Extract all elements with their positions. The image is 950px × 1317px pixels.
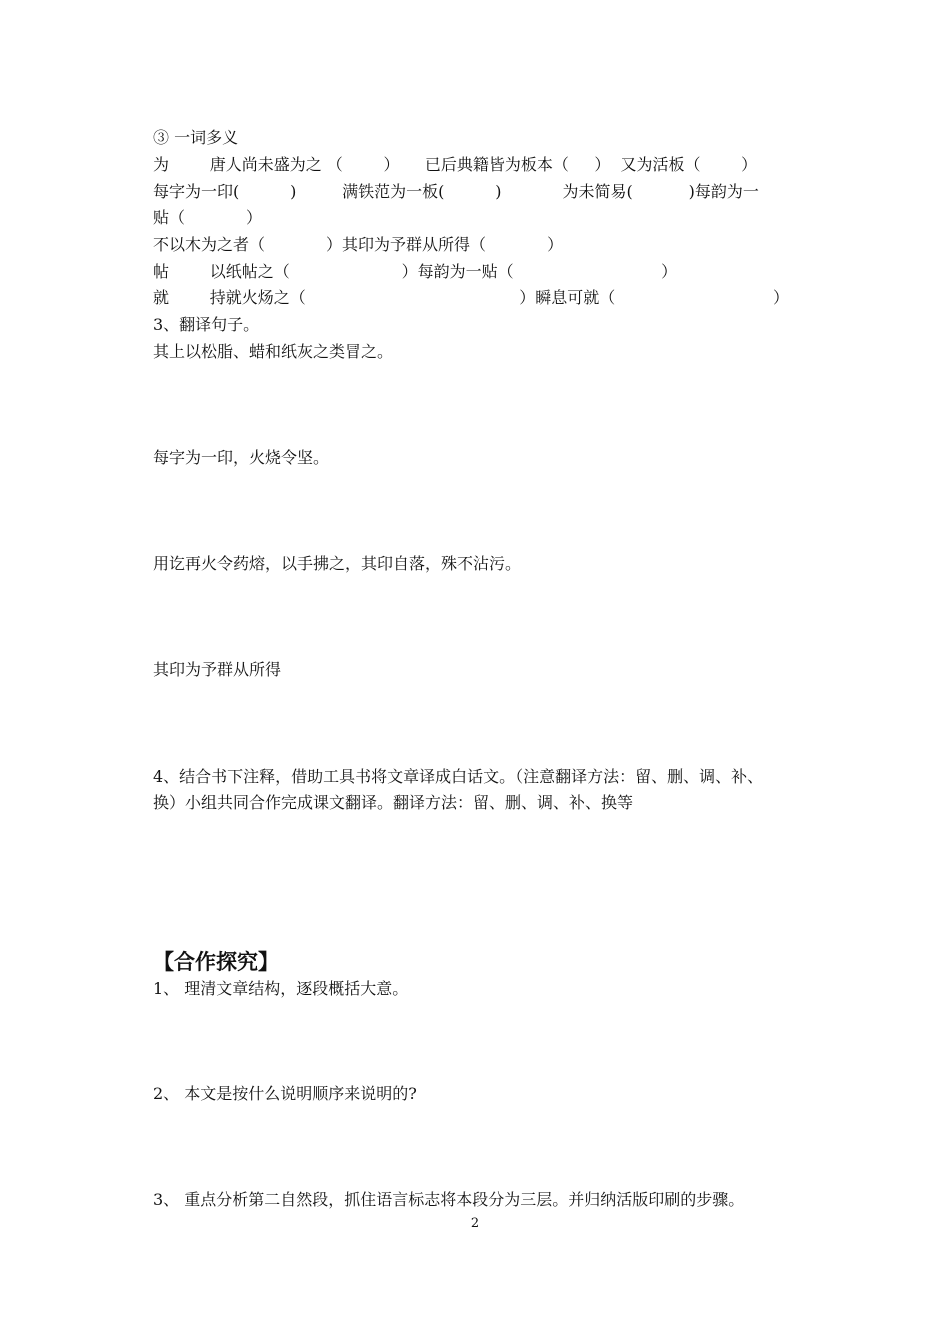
- cooperation-heading: 【合作探究】: [153, 950, 279, 974]
- task4-line-1: 4、结合书下注释，借助工具书将文章译成白话文。（注意翻译方法：留、删、调、补、: [153, 767, 764, 786]
- translate-sentence-3: 用讫再火令药熔，以手拂之，其印自落，殊不沾污。: [153, 554, 522, 573]
- task4-line-2: 换）小组共同合作完成课文翻译。翻译方法：留、删、调、补、换等: [153, 793, 634, 812]
- polysemy-line-wei: 为 唐人尚未盛为之 （ ） 已后典籍皆为板本（ ） 又为活板（ ）: [153, 155, 758, 174]
- polysemy-line-wei-4: 不以木为之者（ ）其印为予群从所得（ ）: [153, 235, 564, 254]
- polysemy-line-wei-2: 每字为一印( ) 满铁范为一板( ) 为未简易( )每韵为一: [153, 182, 759, 201]
- translate-sentence-4: 其印为予群从所得: [153, 660, 282, 679]
- cooperation-question-2: 2、 本文是按什么说明顺序来说明的?: [153, 1084, 417, 1103]
- translate-sentence-2: 每字为一印，火烧令坚。: [153, 448, 330, 467]
- page-number: 2: [470, 1216, 480, 1231]
- polysemy-line-wei-3: 贴（ ）: [153, 208, 263, 227]
- polysemy-line-tie: 帖 以纸帖之（ ）每韵为一贴（ ）: [153, 262, 678, 281]
- polysemy-section-title: ③ 一词多义: [153, 128, 239, 147]
- translate-sentence-1: 其上以松脂、蜡和纸灰之类冒之。: [153, 342, 394, 361]
- translate-section-title: 3、翻译句子。: [153, 315, 260, 334]
- cooperation-question-1: 1、 理清文章结构，逐段概括大意。: [153, 979, 409, 998]
- polysemy-line-jiu: 就 持就火炀之（ ）瞬息可就（ ）: [153, 288, 789, 307]
- cooperation-question-3: 3、 重点分析第二自然段，抓住语言标志将本段分为三层。并归纳活版印刷的步骤。: [153, 1190, 745, 1209]
